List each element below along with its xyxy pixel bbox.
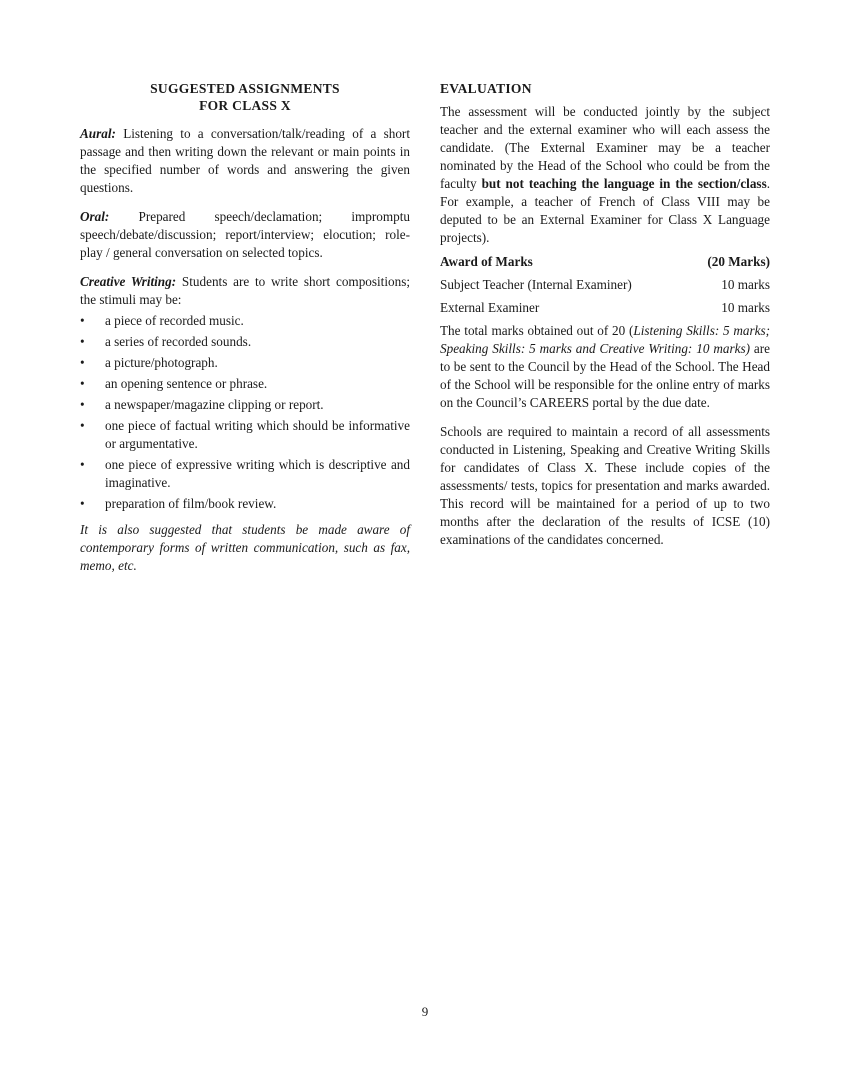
marks-row-internal bbox=[440, 276, 770, 294]
bullet-icon: • bbox=[80, 376, 85, 391]
bullet-icon: • bbox=[80, 334, 85, 349]
bullet-icon: • bbox=[80, 355, 85, 370]
aural-term: Aural: bbox=[80, 126, 116, 141]
bullet-icon: • bbox=[80, 313, 85, 328]
suggestion-note: It is also suggested that students be made aware of contemporary forms of written communication, such as fax, memo, etc. bbox=[80, 522, 410, 573]
list-item bbox=[80, 354, 410, 372]
creative-paragraph bbox=[80, 273, 410, 309]
marks-row-external bbox=[440, 299, 770, 317]
list-item bbox=[80, 312, 410, 330]
list-item-text: a newspaper/magazine clipping or report. bbox=[105, 397, 324, 412]
creative-term: Creative Writing: bbox=[80, 274, 177, 289]
aural-paragraph bbox=[80, 125, 410, 197]
heading-line-1: SUGGESTED ASSIGNMENTS bbox=[150, 81, 340, 96]
list-item-text: preparation of film/book review. bbox=[105, 496, 277, 511]
award-total: (20 Marks) bbox=[707, 254, 770, 269]
list-item-text: an opening sentence or phrase. bbox=[105, 376, 268, 391]
right-column bbox=[440, 80, 770, 549]
oral-paragraph bbox=[80, 208, 410, 262]
oral-text: Prepared speech/declamation; impromptu speech/debate/discussion; report/interview; elocution; role-play / general conversation on selected topics. bbox=[80, 209, 410, 260]
oral-term: Oral: bbox=[80, 209, 110, 224]
marks-row-value: 10 marks bbox=[721, 277, 770, 292]
marks-row-value: 10 marks bbox=[721, 300, 770, 315]
bullet-icon: • bbox=[80, 397, 85, 412]
award-label: Award of Marks bbox=[440, 254, 533, 269]
aural-text: Listening to a conversation/talk/reading of a short passage and then writing down the relevant or main points in the specified number of words and answering the given questions. bbox=[80, 126, 410, 195]
total-marks-paragraph bbox=[440, 322, 770, 412]
evaluation-heading: EVALUATION bbox=[440, 81, 532, 96]
total-text-a: The total marks obtained out of 20 ( bbox=[440, 323, 634, 338]
list-item bbox=[80, 495, 410, 513]
award-of-marks-row bbox=[440, 253, 770, 271]
marks-row-label: Subject Teacher (Internal Examiner) bbox=[440, 277, 632, 292]
list-item bbox=[80, 456, 410, 492]
list-item bbox=[80, 396, 410, 414]
page-number: 9 bbox=[421, 1004, 429, 1019]
list-item-text: one piece of expressive writing which is descriptive and imaginative. bbox=[105, 457, 410, 490]
list-item-text: one piece of factual writing which should be informative or argumentative. bbox=[105, 418, 410, 451]
list-item-text: a piece of recorded music. bbox=[105, 313, 244, 328]
bullet-icon: • bbox=[80, 457, 85, 472]
list-item-text: a picture/photograph. bbox=[105, 355, 218, 370]
creative-text: Students are to write short compositions; the stimuli may be: bbox=[80, 274, 410, 307]
bullet-icon: • bbox=[80, 418, 85, 433]
evaluation-paragraph bbox=[440, 103, 770, 247]
section-heading bbox=[80, 80, 410, 114]
list-item bbox=[80, 375, 410, 393]
evaluation-text-a: The assessment will be conducted jointly by the subject teacher and the external examiner who will each assess the candidate. (The External Examiner may be a teacher nominated by the Head of the School who could be from the faculty bbox=[440, 104, 770, 191]
list-item-text: a series of recorded sounds. bbox=[105, 334, 252, 349]
bullet-icon: • bbox=[80, 496, 85, 511]
total-text-italic: Listening Skills: 5 marks; Speaking Skills: 5 marks and Creative Writing: 10 marks) bbox=[440, 323, 770, 356]
stimuli-list bbox=[80, 312, 410, 513]
list-item bbox=[80, 417, 410, 453]
left-column bbox=[80, 80, 410, 575]
evaluation-text-b: . For example, a teacher of French of Class VIII may be deputed to be an External Examiner for Class X Language projects). bbox=[440, 176, 770, 245]
records-paragraph: Schools are required to maintain a record of all assessments conducted in Listening, Speaking and Creative Writing Skills for candidates of Class X. These include copies of the assessments/ tests, topics for presentation and marks awarded. This record will be maintained for a period of up to two months after the declaration of the results of ICSE (10) examinations of the candidates concerned. bbox=[440, 424, 770, 547]
heading-line-2: FOR CLASS X bbox=[199, 98, 291, 113]
evaluation-text-bold: but not teaching the language in the section/class bbox=[481, 176, 767, 191]
marks-row-label: External Examiner bbox=[440, 300, 540, 315]
list-item bbox=[80, 333, 410, 351]
total-text-b: are to be sent to the Council by the Head of the School. The Head of the School will be responsible for the online entry of marks on the Council’s CAREERS portal by the due date. bbox=[440, 341, 770, 410]
